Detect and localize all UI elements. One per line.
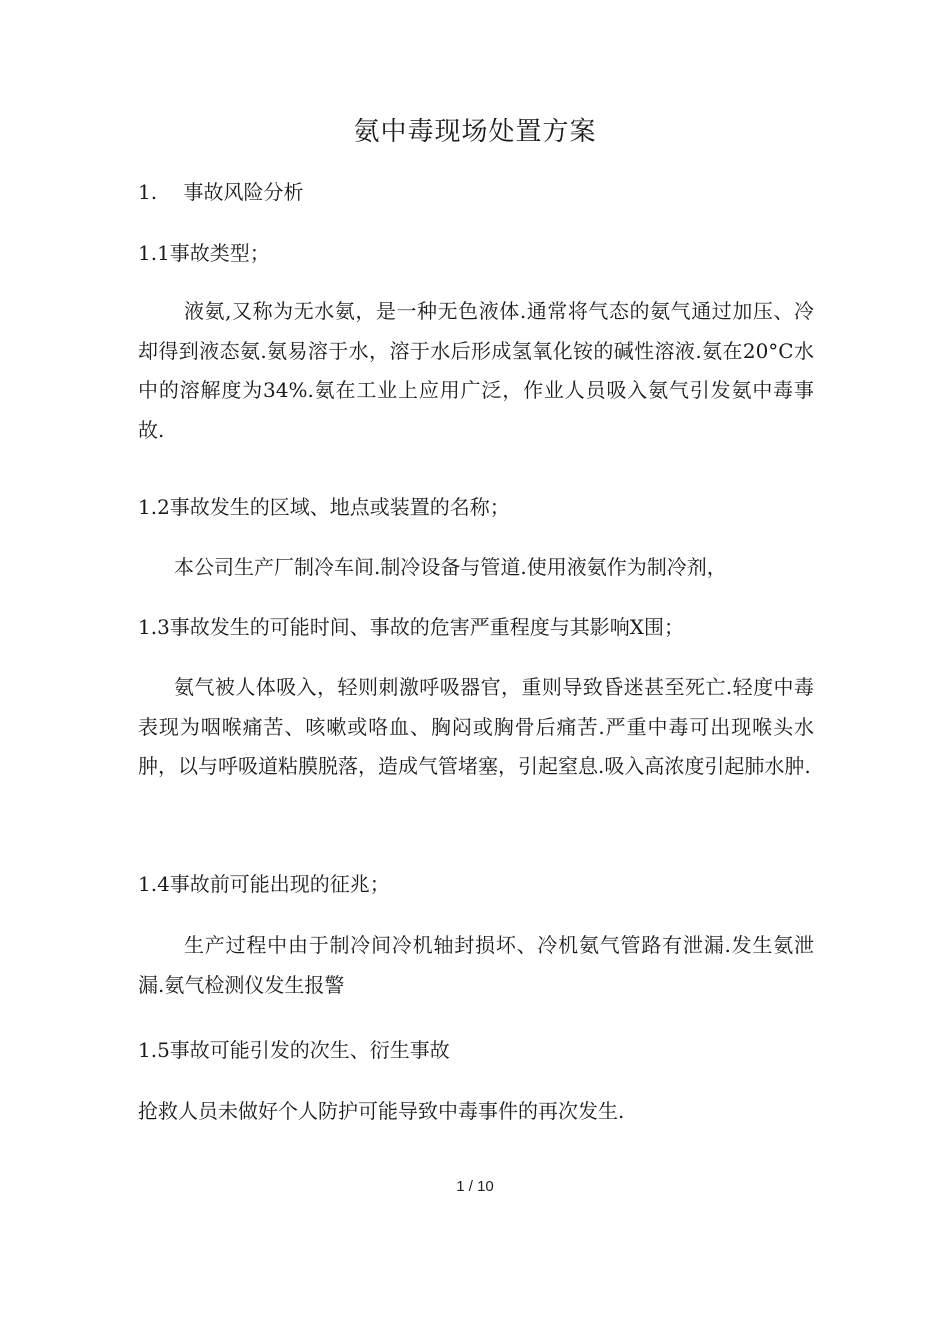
- section-1-1-paragraph: 液氨,又称为无水氨，是一种无色液体.通常将气态的氨气通过加压、冷却得到液态氨.氨易溶于水，溶于水后形成氢氧化铵的碱性溶液.氨在20°C水中的溶解度为34%.氨在工业上应用广泛，作业人员吸入氨气引发氨中毒事故.: [138, 299, 814, 442]
- section-1-1-heading: 1.1事故类型；: [138, 241, 270, 265]
- section-1-title: 事故风险分析: [183, 180, 304, 204]
- section-1-number: 1.: [138, 180, 158, 204]
- page-indicator: 1 / 10: [456, 1178, 494, 1195]
- section-1-heading: [138, 178, 303, 206]
- document-title: 氨中毒现场处置方案: [353, 117, 597, 147]
- section-1-4-heading: 1.4事故前可能出现的征兆；: [138, 872, 390, 896]
- section-1-5-heading: 1.5事故可能引发的次生、衍生事故: [138, 1038, 450, 1062]
- section-1-3-paragraph: 氨气被人体吸入，轻则刺激呼吸器官，重则导致昏迷甚至死亡.轻度中毒表现为咽喉痛苦、咳嗽或咯血、胸闷或胸骨后痛苦.严重中毒可出现喉头水肿，以与呼吸道粘膜脱落，造成气管堵塞，引起窒息.吸入高浓度引起肺水肿.: [138, 675, 814, 778]
- section-1-2-paragraph: 本公司生产厂制冷车间.制冷设备与管道.使用液氨作为制冷剂，: [174, 555, 727, 579]
- section-1-2-heading: 1.2事故发生的区域、地点或装置的名称；: [138, 495, 510, 519]
- section-1-5-paragraph: 抢救人员未做好个人防护可能导致中毒事件的再次发生.: [138, 1099, 625, 1123]
- section-1-3-heading: 1.3事故发生的可能时间、事故的危害严重程度与其影响X围；: [138, 615, 685, 639]
- section-1-4-paragraph: 生产过程中由于制冷间冷机轴封损坏、冷机氨气管路有泄漏.发生氨泄漏.氨气检测仪发生报警: [138, 933, 814, 997]
